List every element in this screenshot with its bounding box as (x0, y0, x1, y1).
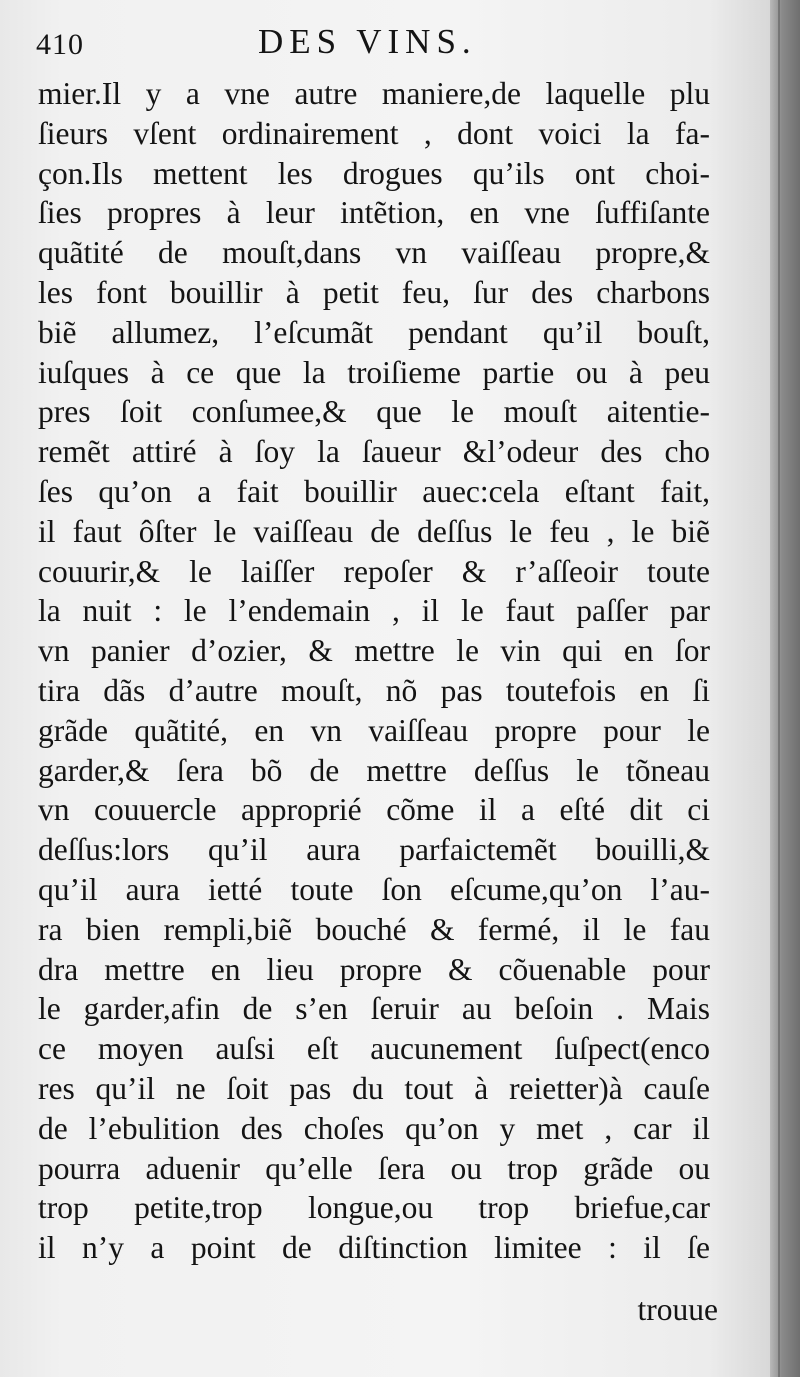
catchword: trouue (637, 1292, 718, 1327)
text-line: remẽt attiré à ſoy la ſaueur &l’odeur des cho (38, 434, 710, 470)
page-number: 410 (36, 28, 84, 61)
text-line: res qu’il ne ſoit pas du tout à reietter)à cauſe (38, 1070, 710, 1106)
text-line: de l’ebulition des choſes qu’on y met , car il (38, 1110, 710, 1146)
text-line: qu’il aura ietté toute ſon eſcume,qu’on l’au- (38, 871, 710, 907)
text-line: iuſques à ce que la troiſieme partie ou à peu (38, 354, 710, 390)
text-line: quãtité de mouſt,dans vn vaiſſeau propre,& (38, 235, 710, 271)
page-header (36, 18, 726, 68)
body-text (38, 74, 710, 1268)
text-line: deſſus:lors qu’il aura parfaictemẽt bouilli,& (38, 832, 710, 868)
text-line: vn couuercle approprié cõme il a eſté dit ci (38, 792, 710, 828)
text-line: ſes qu’on a fait bouillir auec:cela eſtant fait, (38, 473, 710, 509)
text-line: pres ſoit conſumee,& que le mouſt aitentie- (38, 394, 710, 430)
text-line: çon.Ils mettent les drogues qu’ils ont choi- (38, 155, 710, 191)
text-line: il n’y a point de diſtinction limitee : il ſe (38, 1230, 710, 1266)
text-line: grãde quãtité, en vn vaiſſeau propre pour le (38, 712, 710, 748)
text-line: il faut ôſter le vaiſſeau de deſſus le feu , le biẽ (38, 513, 710, 549)
text-line: tira dãs d’autre mouſt, nõ pas toutefois en ſi (38, 672, 710, 708)
text-line: mier.Il y a vne autre maniere,de laquelle plu (38, 76, 710, 111)
text-line: vn panier d’ozier, & mettre le vin qui en ſor (38, 633, 710, 669)
page-edge-shadow (770, 0, 800, 1377)
text-line: dra mettre en lieu propre & cõuenable pour (38, 951, 710, 987)
text-line: couurir,& le laiſſer repoſer & r’aſſeoir toute (38, 553, 710, 589)
text-line: ce moyen auſsi eſt aucunement ſuſpect(enco (38, 1031, 710, 1067)
text-line: pourra aduenir qu’elle ſera ou trop grãde ou (38, 1150, 710, 1186)
text-line: ra bien rempli,biẽ bouché & fermé, il le fau (38, 911, 710, 947)
text-line: biẽ allumez, l’eſcumãt pendant qu’il bouſt, (38, 314, 710, 350)
text-line: la nuit : le l’endemain , il le faut paſſer par (38, 593, 710, 629)
text-line: ſies propres à leur intẽtion, en vne ſuffiſante (38, 195, 710, 231)
text-line: garder,& ſera bõ de mettre deſſus le tõneau (38, 752, 710, 788)
running-title: DES VINS. (258, 22, 477, 61)
text-line: les font bouillir à petit feu, ſur des charbons (38, 274, 710, 310)
text-line: ſieurs vſent ordinairement , dont voici la fa- (38, 115, 710, 151)
text-line: le garder,afin de s’en ſeruir au beſoin . Mais (38, 991, 710, 1027)
text-line: trop petite,trop longue,ou trop briefue,car (38, 1190, 710, 1226)
